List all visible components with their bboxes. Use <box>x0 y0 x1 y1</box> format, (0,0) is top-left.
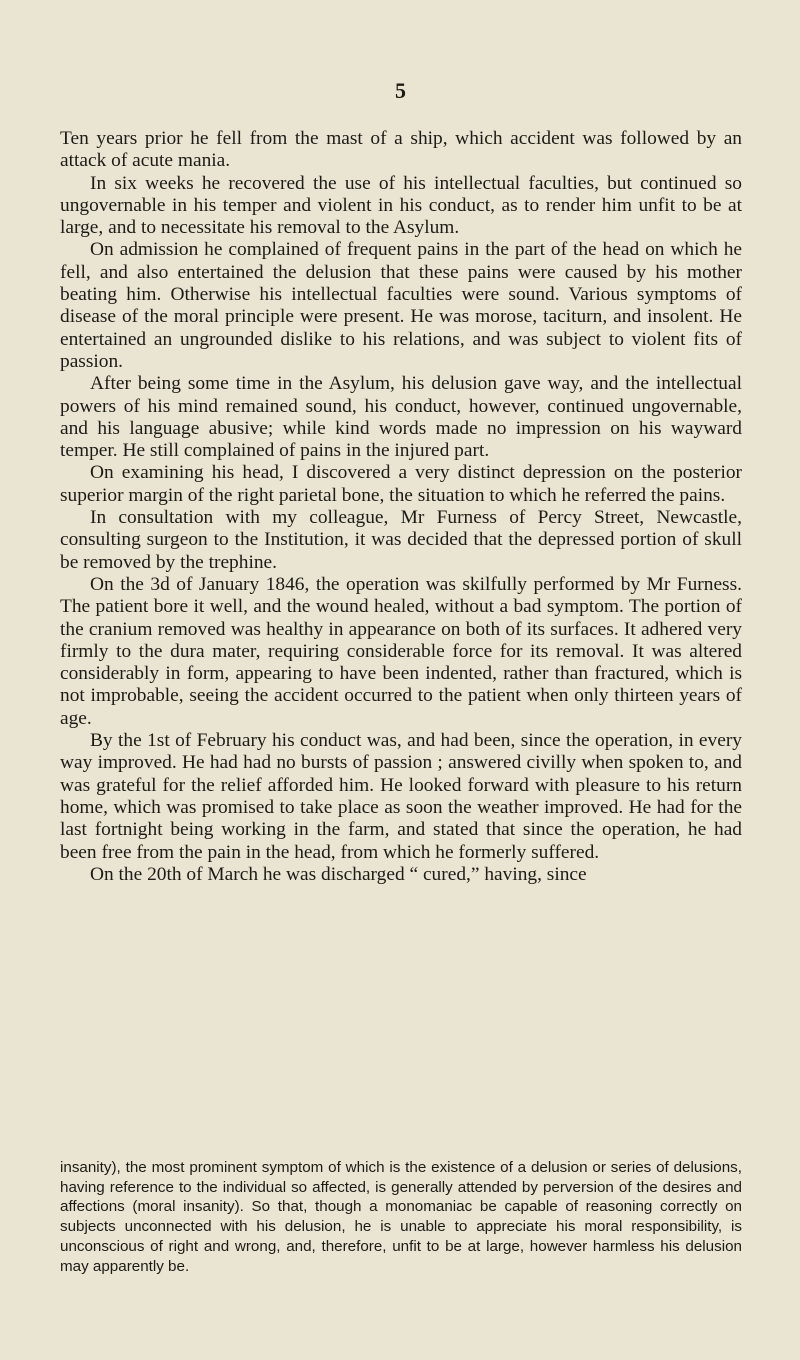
paragraph-1: Ten years prior he fell from the mast of a ship, which accident was followed by an attack of acute mania. <box>60 128 742 172</box>
page-number: 5 <box>395 78 406 103</box>
paragraph-8: By the 1st of February his conduct was, and had been, since the operation, in every way improved. He had had no bursts of passion ; answered civilly when spoken to, and was grateful for the relief afforded him. He looked forward with pleasure to his return home, which was promised to take place as soon the weather improved. He had for the last fortnight being working in the farm, and stated that since the operation, he had been free from the pain in the head, from which he formerly suffered. <box>60 730 742 863</box>
paragraph-9: On the 20th of March he was discharged “ cured,” having, since <box>90 863 587 885</box>
paragraph-2: In six weeks he recovered the use of his intellectual faculties, but continued so ungovernable in his temper and violent in his conduct, as to render him unfit to be at large, and to necessitate his removal to the Asylum. <box>60 172 742 239</box>
paragraph-7: On the 3d of January 1846, the operation was skilfully performed by Mr Furness. The patient bore it well, and the wound healed, without a bad symptom. The portion of the cranium removed was healthy in appearance on both of its surfaces. It adhered very firmly to the dura mater, requiring considerable force for its removal. It was altered considerably in form, appearing to have been indented, rather than fractured, which is not improbable, seeing the accident occurred to the patient when only thirteen years of age. <box>60 573 742 729</box>
footnote-text: insanity), the most prominent symptom of which is the existence of a delusion or series of delusions, having reference to the individual so affected, is generally attended by perversion of the desires and affections (moral insanity). So that, though a monomaniac be capable of reasoning correctly on subjects unconnected with his delusion, he is unable to appreciate his moral responsibility, is unconscious of right and wrong, and, therefore, unfit to be at large, however harmless his delusion may apparently be. <box>60 1159 742 1275</box>
paragraph-5: On examining his head, I discovered a very distinct depression on the posterior superior margin of the right parietal bone, the situation to which he referred the pains. <box>60 462 742 506</box>
paragraph-6: In consultation with my colleague, Mr Furness of Percy Street, Newcastle, consulting surgeon to the Institution, it was decided that the depressed portion of skull be removed by the trephine. <box>60 507 742 573</box>
paragraph-3: On admission he complained of frequent pains in the part of the head on which he fell, and also entertained the delusion that these pains were caused by his mother beating him. Otherwise his intellectual faculties were sound. Various symptoms of disease of the moral principle were present. He was morose, taciturn, and insolent. He entertained an ungrounded dislike to his relations, and was subject to violent fits of passion. <box>60 239 742 372</box>
footnote <box>60 1158 742 1276</box>
body-text <box>60 128 742 886</box>
paragraph-4: After being some time in the Asylum, his delusion gave way, and the intellectual powers of his mind remained sound, his conduct, however, continued ungovernable, and his language abusive; while kind words made no impression on his wayward temper. He still complained of pains in the injured part. <box>60 373 742 462</box>
